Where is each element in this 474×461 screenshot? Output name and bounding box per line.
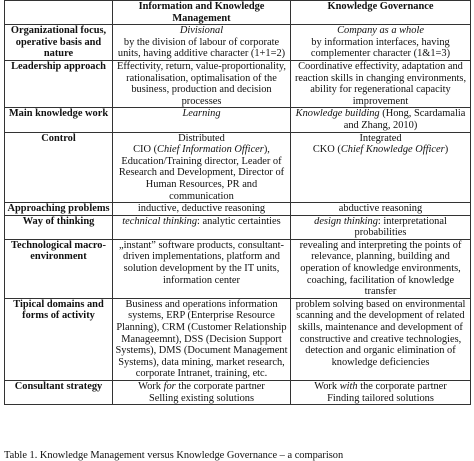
kg-cell: abductive reasoning — [291, 203, 471, 216]
kg-cko-pre: CKO ( — [312, 144, 341, 156]
kg-cko-post: ) — [444, 144, 449, 156]
header-empty — [5, 1, 113, 25]
kg-line2: Finding tailored solutions — [327, 392, 434, 404]
row-label: Approaching problems — [5, 203, 113, 216]
km-post: the corporate partner — [175, 381, 265, 392]
km-cell — [113, 25, 291, 61]
table-caption: Table 1. Knowledge Management versus Knowledge Governance – a comparison — [4, 450, 344, 461]
kg-head: Integrated — [359, 132, 402, 144]
km-cio-pre: CIO ( — [133, 144, 158, 156]
kg-cell — [291, 108, 471, 132]
km-pre: Work — [138, 381, 164, 392]
kg-italic: Knowledge building — [295, 108, 380, 120]
table-row — [5, 215, 471, 239]
kg-post: the corporate partner — [357, 381, 447, 392]
km-cell — [113, 132, 291, 203]
kg-cell — [291, 132, 471, 203]
table-row — [5, 298, 471, 380]
kg-italic: Company as a whole — [337, 25, 424, 37]
km-cell — [113, 108, 291, 132]
km-cio-italic: Chief Information Officer — [157, 144, 264, 156]
row-label: Tipical domains and forms of activity — [5, 298, 113, 380]
table-row — [5, 60, 471, 107]
table-row — [5, 239, 471, 298]
table-row — [5, 108, 471, 132]
km-cio-post: ), — [263, 144, 270, 156]
km-text: Education/Training director, Leader of Research and Development, Director of Human Resources, PR and communication — [118, 155, 285, 202]
comparison-table — [4, 0, 471, 405]
km-cell: inductive, deductive reasoning — [113, 203, 291, 216]
row-label: Control — [5, 132, 113, 203]
km-head: Distributed — [178, 132, 225, 144]
row-label: Main knowledge work — [5, 108, 113, 132]
table-row — [5, 25, 471, 61]
row-label: Organizational focus, operative basis and nature — [5, 25, 113, 61]
table-row — [5, 203, 471, 216]
kg-cell — [291, 25, 471, 61]
km-cell — [113, 381, 291, 405]
table-row — [5, 132, 471, 203]
kg-cell: revealing and interpreting the points of relevance, planning, building and operation of knowledge environments, coaching, facilitation of knowledge transfer — [291, 239, 471, 298]
km-italic: for — [163, 381, 176, 392]
kg-cko-italic: Chief Knowledge Officer — [340, 144, 445, 156]
kg-text: by information interfaces, having complementer character (1&1=3) — [310, 36, 451, 60]
row-label: Leadership approach — [5, 60, 113, 107]
km-cell: „instant” software products, consultant-driven implementations, platform and solution development by the IT units, information center — [113, 239, 291, 298]
table-header-row — [5, 1, 471, 25]
kg-text: : interpretational probabilities — [354, 215, 447, 239]
row-label: Way of thinking — [5, 215, 113, 239]
km-italic: Learning — [182, 108, 221, 120]
row-label: Technological macro-environment — [5, 239, 113, 298]
kg-cell — [291, 381, 471, 405]
km-cell: Effectivity, return, value-proportionality, rationalisation, optimalisation of the business, production and decision processes — [113, 60, 291, 107]
km-italic: Divisional — [179, 25, 224, 37]
kg-cell: problem solving based on environmental scanning and the development of related skills, maintenance and development of constructive and creative technologies, detection and organic elimination of knowledge deficiencies — [291, 298, 471, 380]
km-cell — [113, 215, 291, 239]
table-row — [5, 381, 471, 405]
kg-italic: with — [339, 381, 358, 392]
header-km: Information and Knowledge Management — [113, 1, 291, 25]
km-text: by the division of labour of corporate units, having additive character (1+1=2) — [117, 36, 286, 60]
header-kg: Knowledge Governance — [291, 1, 471, 25]
kg-pre: Work — [314, 381, 340, 392]
kg-italic: design thinking — [314, 215, 378, 227]
km-text: : analytic certainties — [197, 215, 281, 227]
row-label: Consultant strategy — [5, 381, 113, 405]
km-line2: Selling existing solutions — [148, 392, 255, 404]
km-italic: technical thinking — [122, 215, 198, 227]
km-cell: Business and operations information systems, ERP (Enterprise Resource Planning), CRM (Customer Relationship Manageemnt), DSS (Decision Support Systems), DMS (Document Management Systems), data mining, market research, corporate Intranet, training, etc. — [113, 298, 291, 380]
kg-cell — [291, 215, 471, 239]
kg-text: (Hong, Scardamalia and Zhang, 2010) — [343, 108, 466, 131]
kg-cell: Coordinative effectivity, adaptation and reaction skills in changing environments, ability for regenerational capacity improvement — [291, 60, 471, 107]
